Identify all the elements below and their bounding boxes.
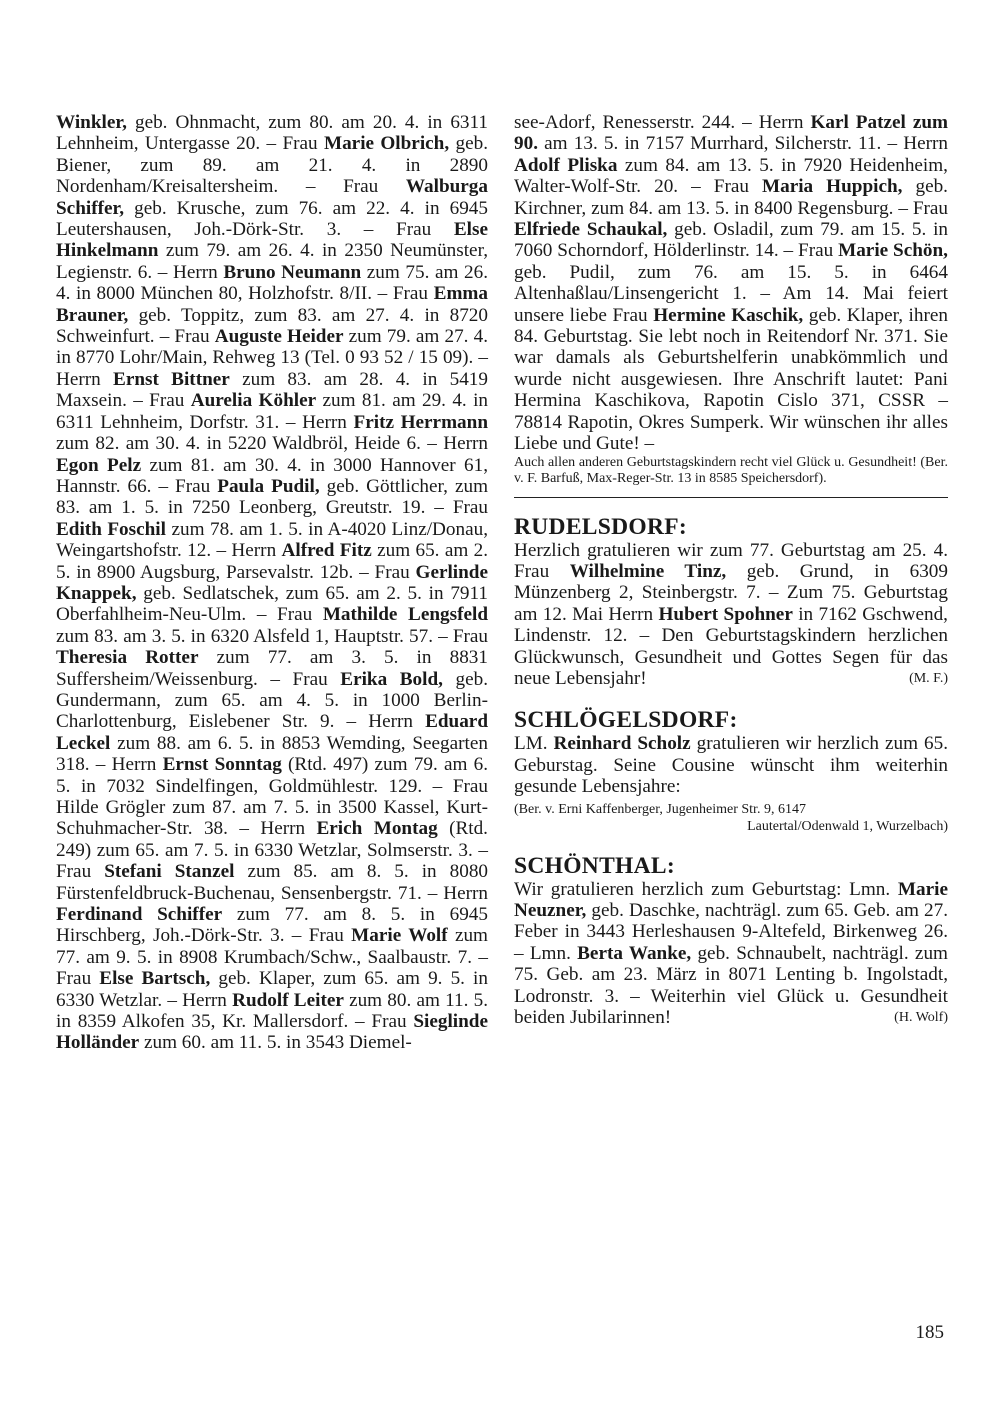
person-name: Erich Montag [316,818,438,840]
person-name: Hermine Kaschik, [653,304,804,326]
section-heading-schoenthal: SCHÖNTHAL: [514,852,675,879]
person-name: Emma Brauner, [56,283,488,326]
text-run: zum 79. am 27. 4. in 8770 Lohr/Main, Rehweg 13 (Tel. 0 93 52 / 15 09). – Herrn [56,326,488,390]
text-run: geb. Daschke, nachträgl. zum 65. Geb. am 27. Feber in 3443 Herleshausen 9-Altefeld, Birkenweg 26. – Lmn. [514,899,948,964]
text-run: geb. Kirchner, zum 84. am 13. 5. in 8400 Regensburg. – Frau [514,176,948,219]
person-name: Fritz Herrmann [353,411,488,433]
person-name: Ernst Sonntag [162,754,282,776]
text-run: geb. Grund, in 6309 Münzenberg 2, Steinbergstr. 7. – Zum 75. Geburtstag am 12. Mai Herrn [514,560,948,625]
person-name: Else Hinkelmann [56,219,488,262]
person-name: Ferdinand Schiffer [56,904,223,926]
divider [514,497,948,498]
section-body-schoenthal [514,879,948,1028]
section-heading-rudelsdorf: RUDELSDORF: [514,513,688,540]
text-run: zum 77. am 9. 5. in 8908 Krumbach/Schw., Saalbaustr. 7. – Frau [56,925,488,990]
section-body-rudelsdorf [514,540,948,689]
person-name: Winkler, [56,112,127,133]
person-name: Marie Olbrich, [323,133,450,155]
text-run: geb. Biener, zum 89. am 21. 4. in 2890 Nordenham/Kreisaltersheim. – Frau [56,133,488,198]
person-name: Aurelia Köhler [190,390,317,412]
text-run: geb. Toppitz, zum 83. am 27. 4. in 8720 Schweinfurt. – Frau [56,304,488,348]
person-name: Berta Wanke, [577,942,692,964]
text-run: Wir gratulieren herzlich zum Geburtstag: Lmn. [514,878,898,900]
section-heading-schloegelsdorf: SCHLÖGELSDORF: [514,707,738,734]
text-run: zum 82. am 30. 4. in 5220 Waldbröl, Heide 6. – Herrn [56,433,488,455]
text-run: (Rtd. 249) zum 65. am 7. 5. in 6330 Wetzlar, Solmserstr. 3. – Frau [56,818,488,883]
text-run: geb. Pudil, zum 76. am 15. 5. in 6464 Altenhaßlau/Linsengericht 1. – Am 14. Mai feiert unsere liebe Frau [514,261,948,326]
person-name: Adolf Pliska [514,154,618,176]
text-run: zum 85. am 8. 5. in 8080 Fürstenfeldbruck-Buchenau, Sensenbergstr. 71. – Herrn [56,861,489,904]
text-run: zum 65. am 2. 5. in 8900 Augsburg, Parsevalstr. 12b. – Frau [56,540,488,583]
section-text-schoenthal [514,879,948,1029]
text-run: zum 80. am 11. 5. in 8359 Alkofen 35, Kr. Mallersdorf. – Frau [56,989,488,1033]
text-run: zum 84. am 13. 5. in 7920 Heidenheim, Walter-Wolf-Str. 20. – Frau [514,154,948,198]
person-name: Erika Bold, [340,668,443,690]
person-name: Auguste Heider [214,326,344,348]
person-name: Karl Patzel zum 90. [514,112,948,155]
report-credit [514,801,948,835]
text-run: zum 77. am 8. 5. in 6945 Hirschberg, Joh.-Dörk-Str. 3. – Frau [56,904,488,947]
person-name: Maria Huppich, [761,176,903,198]
person-name: Ernst Bittner [113,368,230,390]
text-run: LM. [514,733,554,755]
text-run: geb. Gundermann, zum 65. am 4. 5. in 1000 Berlin-Charlottenburg, Eislebener Str. 9. – Herrn [56,668,488,733]
person-name: Sieglinde Holländer [56,1011,488,1054]
person-name: Walburga Schiffer, [56,176,488,219]
text-run: (Rtd. 497) zum 79. am 6. 5. in 7032 Sindelfingen, Goldmühlestr. 129. – Frau Hilde Grögler zum 87. am 7. 5. in 3500 Kassel, Kurt-Schuhmacher-Str. 38. – Herrn [56,754,489,840]
text-run: geb. Klaper, ihren 84. Geburtstag. Sie lebt noch in Reitendorf Nr. 371. Sie war damals als Geburtshelferin unabkömmlich und wurde nicht ausgewiesen. Ihre Anschrift lautet: Pani Hermina Kaschikova, Rapotin Cislo 371, CSSR – 78814 Rapotin, Okres Sumperk. Wir wünschen ihr alles Liebe und Gute! – [514,304,948,455]
text-run: geb. Klaper, zum 65. am 9. 5. in 6330 Wetzlar. – Herrn [56,968,488,1011]
person-name: Paula Pudil, [217,475,320,497]
page-number: 185 [915,1322,944,1343]
text-run: geb. Ohnmacht, zum 80. am 20. 4. in 6311 Lehnheim, Untergasse 20. – Frau [56,112,488,155]
person-name: Marie Neuzner, [514,878,948,921]
text-run: geb. Sedlatschek, zum 65. am 2. 5. in 7911 Oberfahlheim-Neu-Ulm. – Frau [56,582,488,626]
person-name: Reinhard Scholz [553,733,691,755]
person-name: Eduard Leckel [56,711,488,754]
text-run: zum 78. am 1. 5. in A-4020 Linz/Donau, Weingartshofstr. 12. – Herrn [56,518,489,562]
person-name: Rudolf Leiter [232,989,344,1011]
text-run: in 7162 Gschwend, Lindenstr. 12. – Den Geburtstagskindern herzlichen Glückwunsch, Gesundheit und Gottes Segen für das neue Lebensjahr! [514,603,948,689]
person-name: Mathilde Lengsfeld [322,604,488,626]
text-run: see-Adorf, Renesserstr. 244. – Herrn [514,112,811,133]
text-run: Herzlich gratulieren wir zum 77. Geburtstag am 25. 4. Frau [514,539,948,582]
left-column [56,112,488,1054]
signature-rudelsdorf: (M. F.) [909,670,948,686]
text-run: geb. Osladil, zum 79. am 15. 5. in 7060 Schorndorf, Hölderlinstr. 14. – Frau [514,219,948,262]
report-credit-line-1: (Ber. v. Erni Kaffenberger, Jugenheimer Str. 9, 6147 [514,801,806,817]
text-run: zum 75. am 26. 4. in 8000 München 80, Holzhofstr. 8/II. – Frau [56,261,488,305]
person-name: Hubert Spohner [658,603,793,625]
report-credit-line-2: Lautertal/Odenwald 1, Wurzelbach) [747,818,948,834]
text-run: geb. Göttlicher, zum 83. am 1. 5. in 7250 Leonberg, Greutstr. 19. – Frau [56,475,488,519]
text-run: zum 83. am 3. 5. in 6320 Alsfeld 1, Hauptstr. 57. – Frau [56,625,488,647]
text-run: geb. Schnaubelt, nachträgl. zum 75. Geb. am 23. März in 8071 Lenting b. Ingolstadt, Lodronstr. 3. – Weiterhin viel Glück u. Gesundheit beiden Jubilarinnen! [514,942,948,1028]
person-name: Gerlinde Knappek, [56,561,488,604]
right-column-text [514,112,948,455]
text-run: zum 60. am 11. 5. in 3543 Diemel- [139,1032,412,1054]
text-run: zum 88. am 6. 5. in 8853 Wemding, Seegarten 318. – Herrn [56,732,488,776]
person-name: Stefani Stanzel [104,861,235,883]
person-name: Egon Pelz [56,454,142,476]
text-run: zum 81. am 30. 4. in 3000 Hannover 61, Hannstr. 66. – Frau [56,454,488,497]
text-run: zum 79. am 26. 4. in 2350 Neumünster, Legienstr. 6. – Herrn [56,240,488,283]
text-run: am 13. 5. in 7157 Murrhard, Silcherstr. 11. – Herrn [537,133,948,155]
text-run: gratulieren wir herzlich zum 65. Geburstag. Seine Cousine wünscht ihm weiterhin gesunde Lebensjahre: [514,733,948,798]
right-column [514,112,948,1028]
person-name: Theresia Rotter [56,647,199,669]
signature-schoenthal: (H. Wolf) [894,1010,948,1025]
person-name: Edith Foschil [56,518,166,540]
text-run: geb. Krusche, zum 76. am 22. 4. in 6945 Leutershausen, Joh.-Dörk-Str. 3. – Frau [56,197,488,241]
left-column-text [56,112,488,1054]
person-name: Elfriede Schaukal, [514,219,668,241]
person-name: Marie Wolf [351,925,448,947]
person-name: Marie Schön, [838,240,948,262]
person-name: Bruno Neumann [223,261,362,283]
person-name: Wilhelmine Tinz, [569,560,727,582]
text-run: zum 77. am 3. 5. in 8831 Suffersheim/Weissenburg. – Frau [56,647,488,690]
person-name: Alfred Fitz [281,540,372,562]
text-run: zum 83. am 28. 4. in 5419 Maxsein. – Frau [56,368,488,412]
footnote: Auch allen anderen Geburtstagskindern recht viel Glück u. Gesundheit! (Ber. v. F. Barfuß, Max-Reger-Str. 13 in 8585 Speichersdorf). [514,454,948,486]
section-body-schloegelsdorf [514,733,948,797]
person-name: Else Bartsch, [99,968,211,990]
text-run: zum 81. am 29. 4. in 6311 Lehnheim, Dorfstr. 31. – Herrn [56,390,489,433]
section-text-rudelsdorf [514,540,948,690]
